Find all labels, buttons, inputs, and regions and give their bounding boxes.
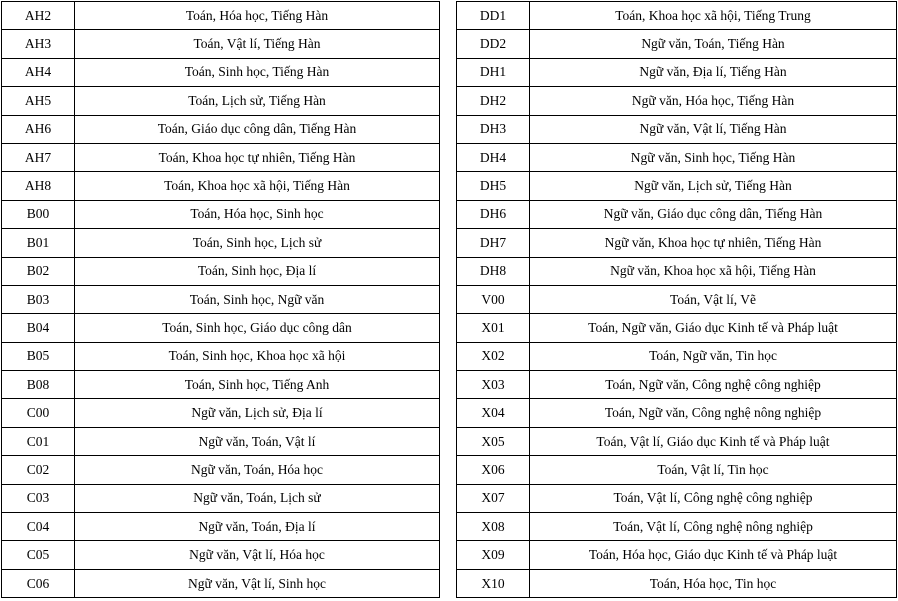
combination-subjects: Toán, Ngữ văn, Tin học xyxy=(530,342,897,370)
combination-subjects: Toán, Vật lí, Công nghệ nông nghiệp xyxy=(530,513,897,541)
combination-subjects: Toán, Sinh học, Khoa học xã hội xyxy=(75,342,440,370)
combination-subjects: Toán, Ngữ văn, Công nghệ công nghiệp xyxy=(530,371,897,399)
combination-code: C06 xyxy=(2,569,75,597)
table-row xyxy=(457,143,897,171)
table-row xyxy=(457,342,897,370)
combination-subjects: Ngữ văn, Toán, Địa lí xyxy=(75,513,440,541)
table-row xyxy=(2,569,440,597)
combination-code: DH3 xyxy=(457,115,530,143)
right-table-body xyxy=(457,2,897,598)
combination-code: C02 xyxy=(2,456,75,484)
table-row xyxy=(2,172,440,200)
table-row xyxy=(2,58,440,86)
table-row xyxy=(457,569,897,597)
combination-code: C04 xyxy=(2,513,75,541)
table-row xyxy=(457,371,897,399)
combination-subjects: Toán, Hóa học, Tin học xyxy=(530,569,897,597)
table-row xyxy=(457,541,897,569)
table-row xyxy=(2,484,440,512)
table-row xyxy=(457,115,897,143)
table-row xyxy=(457,87,897,115)
combination-subjects: Toán, Vật lí, Tin học xyxy=(530,456,897,484)
table-row xyxy=(2,30,440,58)
combination-subjects: Toán, Hóa học, Giáo dục Kinh tế và Pháp luật xyxy=(530,541,897,569)
combination-code: B08 xyxy=(2,371,75,399)
combination-code: AH8 xyxy=(2,172,75,200)
combination-code: AH3 xyxy=(2,30,75,58)
combination-subjects: Toán, Khoa học xã hội, Tiếng Trung xyxy=(530,2,897,30)
combination-subjects: Ngữ văn, Khoa học tự nhiên, Tiếng Hàn xyxy=(530,229,897,257)
table-row xyxy=(457,456,897,484)
table-row xyxy=(457,484,897,512)
table-row xyxy=(457,58,897,86)
combination-code: B00 xyxy=(2,200,75,228)
right-combination-table xyxy=(456,1,897,598)
combination-code: B02 xyxy=(2,257,75,285)
combination-code: DD2 xyxy=(457,30,530,58)
table-row xyxy=(2,342,440,370)
table-row xyxy=(2,87,440,115)
combination-subjects: Ngữ văn, Toán, Tiếng Hàn xyxy=(530,30,897,58)
table-row xyxy=(2,456,440,484)
table-row xyxy=(457,314,897,342)
combination-code: X06 xyxy=(457,456,530,484)
combination-code: AH4 xyxy=(2,58,75,86)
combination-code: AH6 xyxy=(2,115,75,143)
table-row xyxy=(2,257,440,285)
combination-subjects: Ngữ văn, Khoa học xã hội, Tiếng Hàn xyxy=(530,257,897,285)
combination-code: X10 xyxy=(457,569,530,597)
table-row xyxy=(457,285,897,313)
table-row xyxy=(457,399,897,427)
combination-code: DH1 xyxy=(457,58,530,86)
combination-code: DH6 xyxy=(457,200,530,228)
combination-subjects: Toán, Vật lí, Giáo dục Kinh tế và Pháp luật xyxy=(530,427,897,455)
table-row xyxy=(2,115,440,143)
combination-code: X07 xyxy=(457,484,530,512)
table-row xyxy=(2,285,440,313)
table-row xyxy=(2,2,440,30)
combination-code: B01 xyxy=(2,229,75,257)
left-table-body xyxy=(2,2,440,598)
combination-code: X01 xyxy=(457,314,530,342)
table-row xyxy=(457,172,897,200)
combination-code: DH5 xyxy=(457,172,530,200)
combination-subjects: Toán, Hóa học, Sinh học xyxy=(75,200,440,228)
combination-code: B03 xyxy=(2,285,75,313)
combination-code: V00 xyxy=(457,285,530,313)
combination-subjects: Toán, Vật lí, Vẽ xyxy=(530,285,897,313)
combination-code: C01 xyxy=(2,427,75,455)
combination-code: AH2 xyxy=(2,2,75,30)
table-row xyxy=(457,2,897,30)
combination-subjects: Ngữ văn, Toán, Vật lí xyxy=(75,427,440,455)
left-combination-table xyxy=(1,1,440,598)
combination-subjects: Ngữ văn, Lịch sử, Địa lí xyxy=(75,399,440,427)
combination-subjects: Toán, Ngữ văn, Giáo dục Kinh tế và Pháp luật xyxy=(530,314,897,342)
combination-subjects: Ngữ văn, Hóa học, Tiếng Hàn xyxy=(530,87,897,115)
combination-subjects: Toán, Sinh học, Giáo dục công dân xyxy=(75,314,440,342)
combination-code: X08 xyxy=(457,513,530,541)
combination-code: C00 xyxy=(2,399,75,427)
combination-code: B04 xyxy=(2,314,75,342)
table-row xyxy=(2,143,440,171)
combination-subjects: Toán, Lịch sử, Tiếng Hàn xyxy=(75,87,440,115)
combination-subjects: Ngữ văn, Toán, Lịch sử xyxy=(75,484,440,512)
table-row xyxy=(2,200,440,228)
table-row xyxy=(457,30,897,58)
table-row xyxy=(457,513,897,541)
combination-subjects: Ngữ văn, Giáo dục công dân, Tiếng Hàn xyxy=(530,200,897,228)
combination-code: X04 xyxy=(457,399,530,427)
table-row xyxy=(2,314,440,342)
combination-subjects: Ngữ văn, Vật lí, Tiếng Hàn xyxy=(530,115,897,143)
combination-code: B05 xyxy=(2,342,75,370)
combination-subjects: Toán, Vật lí, Tiếng Hàn xyxy=(75,30,440,58)
combination-subjects: Toán, Hóa học, Tiếng Hàn xyxy=(75,2,440,30)
table-row xyxy=(457,200,897,228)
combination-code: C03 xyxy=(2,484,75,512)
combination-code: X02 xyxy=(457,342,530,370)
table-row xyxy=(457,229,897,257)
combination-subjects: Ngữ văn, Lịch sử, Tiếng Hàn xyxy=(530,172,897,200)
combination-subjects: Ngữ văn, Vật lí, Sinh học xyxy=(75,569,440,597)
combination-subjects: Ngữ văn, Toán, Hóa học xyxy=(75,456,440,484)
combination-code: AH7 xyxy=(2,143,75,171)
combination-subjects: Toán, Khoa học tự nhiên, Tiếng Hàn xyxy=(75,143,440,171)
table-row xyxy=(2,541,440,569)
combination-subjects: Ngữ văn, Địa lí, Tiếng Hàn xyxy=(530,58,897,86)
combination-code: X09 xyxy=(457,541,530,569)
combination-subjects: Toán, Vật lí, Công nghệ công nghiệp xyxy=(530,484,897,512)
combination-code: DH8 xyxy=(457,257,530,285)
table-row xyxy=(2,399,440,427)
combination-code: DD1 xyxy=(457,2,530,30)
combination-code: DH2 xyxy=(457,87,530,115)
combination-subjects: Toán, Giáo dục công dân, Tiếng Hàn xyxy=(75,115,440,143)
table-row xyxy=(457,427,897,455)
table-row xyxy=(2,427,440,455)
table-row xyxy=(457,257,897,285)
combination-code: DH7 xyxy=(457,229,530,257)
combination-subjects: Ngữ văn, Vật lí, Hóa học xyxy=(75,541,440,569)
table-row xyxy=(2,371,440,399)
combination-code: C05 xyxy=(2,541,75,569)
combination-subjects: Toán, Ngữ văn, Công nghệ nông nghiệp xyxy=(530,399,897,427)
combination-subjects: Toán, Sinh học, Lịch sử xyxy=(75,229,440,257)
combination-code: AH5 xyxy=(2,87,75,115)
combination-code: X03 xyxy=(457,371,530,399)
combination-subjects: Toán, Khoa học xã hội, Tiếng Hàn xyxy=(75,172,440,200)
combination-code: DH4 xyxy=(457,143,530,171)
table-row xyxy=(2,513,440,541)
combination-code: X05 xyxy=(457,427,530,455)
combination-subjects: Ngữ văn, Sinh học, Tiếng Hàn xyxy=(530,143,897,171)
combination-subjects: Toán, Sinh học, Tiếng Anh xyxy=(75,371,440,399)
combination-subjects: Toán, Sinh học, Ngữ văn xyxy=(75,285,440,313)
combination-subjects: Toán, Sinh học, Tiếng Hàn xyxy=(75,58,440,86)
combination-subjects: Toán, Sinh học, Địa lí xyxy=(75,257,440,285)
table-row xyxy=(2,229,440,257)
